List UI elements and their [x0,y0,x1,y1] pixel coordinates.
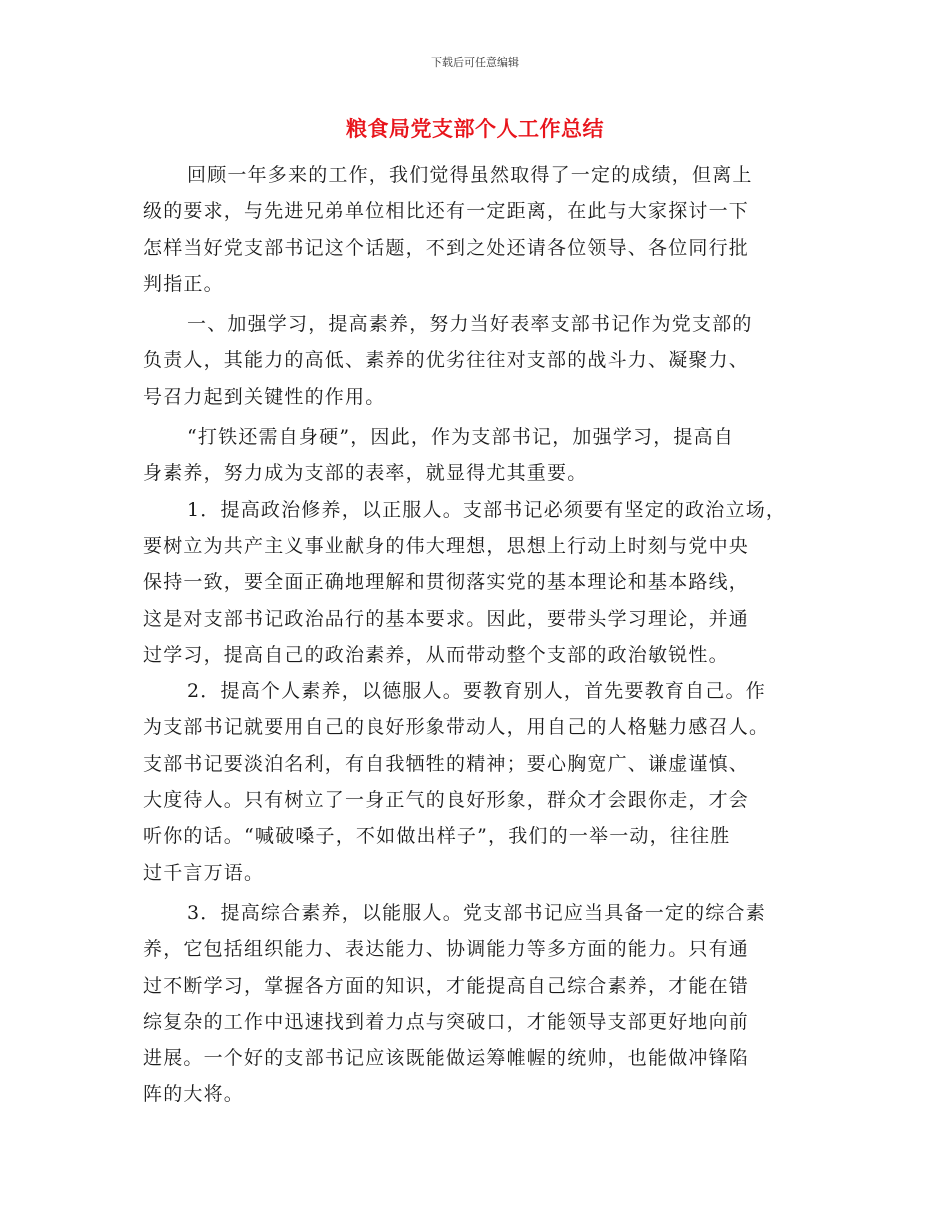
text-line: 为支部书记就要用自己的良好形象带动人，用自己的人格魅力感召人。 [143,716,770,739]
document-title: 粮食局党支部个人工作总结 [346,117,604,141]
text-line: 一、加强学习，提高素养，努力当好表率支部书记作为党支部的 [187,313,753,336]
text-line: 支部书记要淡泊名利，有自我牺牲的精神；要心胸宽广、谦虚谨慎、 [143,752,750,775]
text-line: 过千言万语。 [143,861,265,884]
paragraph [143,673,823,891]
document-body [143,157,823,1113]
text-line: 1．提高政治修养，以正服人。支部书记必须要有坚定的政治立场， [187,498,787,521]
text-line: 怎样当好党支部书记这个话题，不到之处还请各位领导、各位同行批 [143,236,750,259]
text-line: 号召力起到关键性的作用。 [143,385,386,408]
text-line: 要树立为共产主义事业献身的伟大理想，思想上行动上时刻与党中央 [143,534,750,557]
text-line: 回顾一年多来的工作，我们觉得虽然取得了一定的成绩，但离上 [187,164,753,186]
text-line: 这是对支部书记政治品行的基本要求。因此，要带头学习理论，并通 [143,607,750,630]
paragraph [143,306,823,415]
text-line: 负责人，其能力的高低、素养的优劣往往对支部的战斗力、凝聚力、 [143,349,750,372]
text-line: 身素养，努力成为支部的表率，就显得尤其重要。 [143,462,588,485]
text-line: 养，它包括组织能力、表达能力、协调能力等多方面的能力。只有通 [143,938,750,961]
paragraph [143,492,823,673]
paragraph [143,895,823,1113]
paragraph [143,157,823,302]
text-line: 综复杂的工作中迅速找到着力点与突破口，才能领导支部更好地向前 [143,1010,750,1033]
paragraph [143,419,823,492]
text-line: 大度待人。只有树立了一身正气的良好形象，群众才会跟你走，才会 [143,789,750,812]
text-line: 进展。一个好的支部书记应该既能做运筹帷幄的统帅，也能做冲锋陷 [143,1047,750,1070]
text-line: 听你的话。“喊破嗓子，不如做出样子”，我们的一举一动，往往胜 [143,825,731,848]
text-line: 级的要求，与先进兄弟单位相比还有一定距离，在此与大家探讨一下 [143,200,750,223]
header-note: 下载后可任意编辑 [431,56,519,69]
text-line: 判指正。 [143,272,224,295]
text-line: 3．提高综合素养，以能服人。党支部书记应当具备一定的综合素 [187,901,766,924]
text-line: 过不断学习，掌握各方面的知识，才能提高自己综合素养，才能在错 [143,974,750,997]
text-line: 过学习，提高自己的政治素养，从而带动整个支部的政治敏锐性。 [143,643,729,666]
text-line: 保持一致，要全面正确地理解和贯彻落实党的基本理论和基本路线， [143,571,750,594]
text-line: 阵的大将。 [143,1083,245,1106]
text-line: “打铁还需自身硬”，因此，作为支部书记，加强学习，提高自 [187,426,735,449]
text-line: 2．提高个人素养，以德服人。要教育别人，首先要教育自己。作 [187,680,766,703]
